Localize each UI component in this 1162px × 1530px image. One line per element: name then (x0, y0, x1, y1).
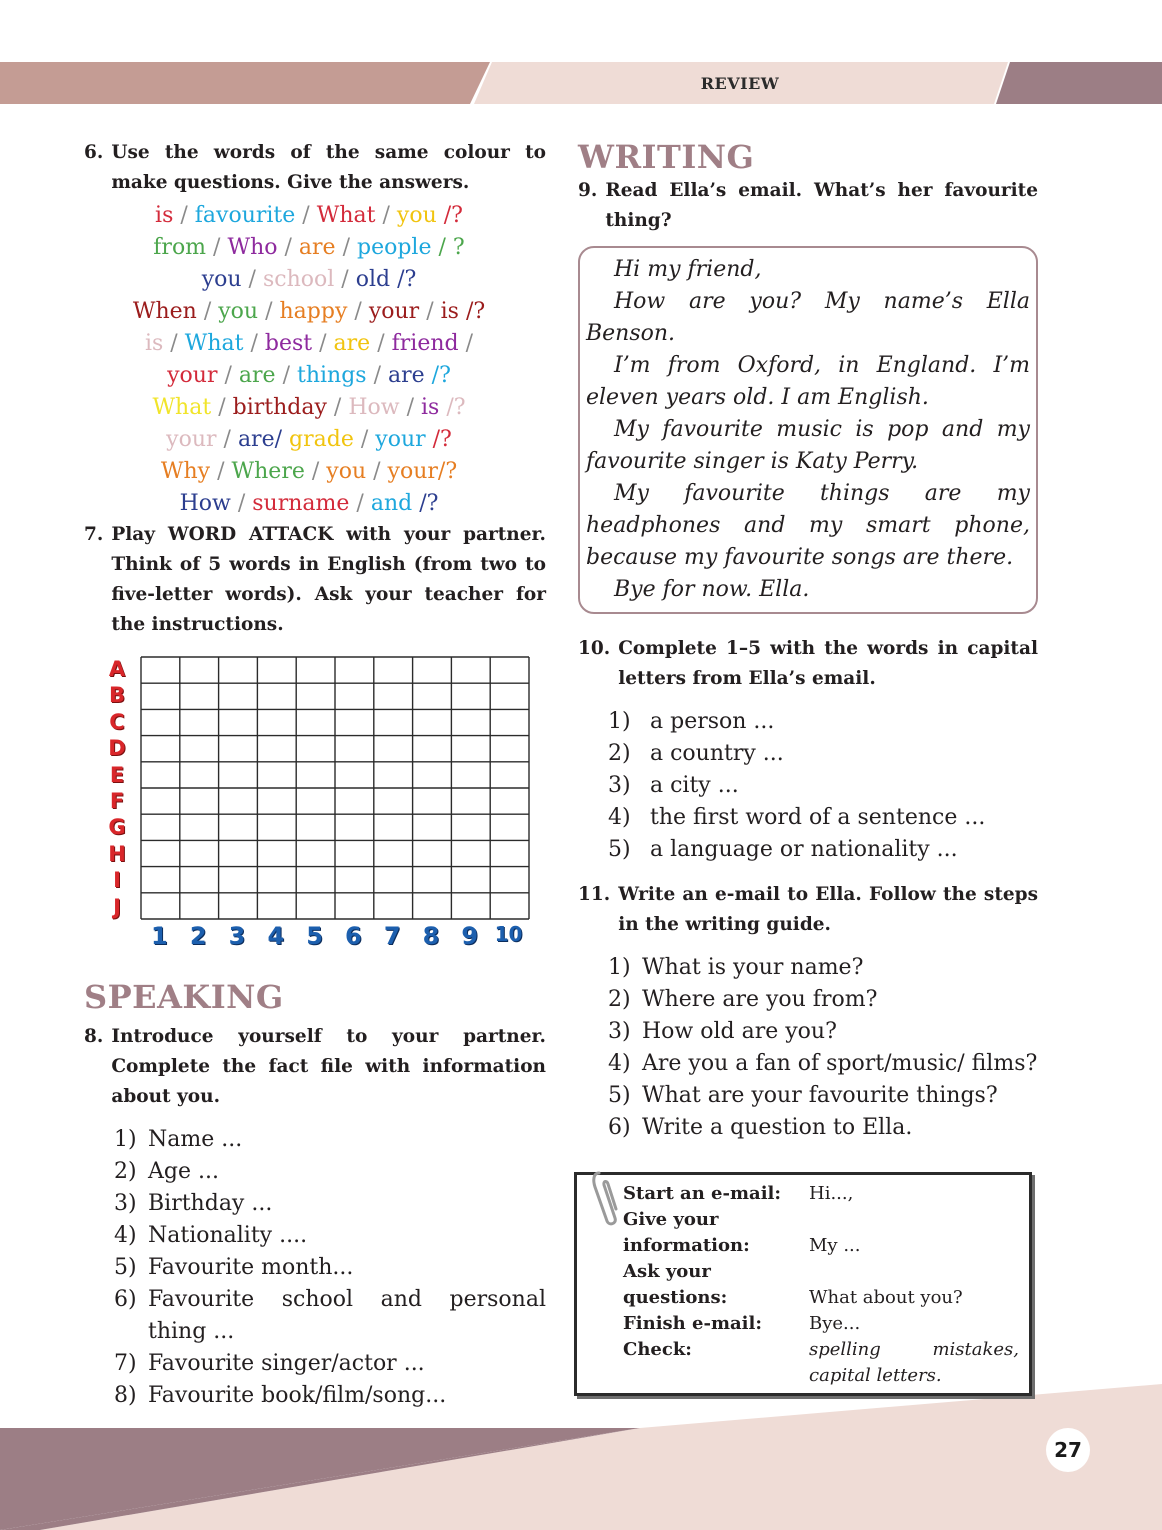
separator: / (465, 331, 474, 356)
word: is (440, 299, 459, 324)
list-item-text: Favourite singer/actor ... (148, 1351, 425, 1376)
header-title: REVIEW (700, 74, 780, 93)
task-text: Complete 1–5 with the words in capital letters from Ella’s email. (618, 638, 1038, 689)
word: things (296, 363, 367, 388)
list-item-text: Are you a fan of sport/music/ films? (642, 1051, 1038, 1076)
word: are (238, 363, 276, 388)
task-8-instruction (84, 1022, 546, 1112)
word: you (218, 299, 259, 324)
list-item (608, 802, 1038, 834)
word: your (375, 427, 426, 452)
word: happy (279, 299, 348, 324)
email-paragraph: My favourite things are my headphones and my smart phone, because my favourite songs are there. (586, 481, 1030, 570)
word: How (348, 395, 400, 420)
separator: / (284, 235, 292, 260)
word: /? (443, 203, 463, 228)
list-item-text: Age ... (148, 1159, 219, 1184)
task-text: Introduce yourself to your partner. Complete the fact file with information about you. (111, 1026, 546, 1107)
guide-row (623, 1181, 1019, 1207)
word: Who (227, 235, 278, 260)
list-item-text: a city ... (650, 773, 739, 798)
grid-column-number: 2 (189, 922, 207, 950)
list-item-number: 3) (114, 1191, 137, 1216)
list-item-number: 5) (608, 1083, 631, 1108)
list-item (608, 834, 1038, 866)
list-item-text: What are your favourite things? (642, 1083, 998, 1108)
word-line (72, 456, 546, 488)
word: your/? (387, 459, 458, 484)
grid-row-letter: E (109, 762, 125, 787)
separator: / (373, 459, 381, 484)
right-column (578, 138, 1038, 1144)
word: /? (397, 267, 417, 292)
email-paragraph: My favourite music is pop and my favourite singer is Katy Perry. (586, 417, 1030, 474)
list-item-text: the first word of a sentence ... (650, 805, 986, 830)
list-item-text: a language or nationality ... (650, 837, 958, 862)
guide-key: Ask your (623, 1261, 711, 1282)
grid-row-letter: J (113, 894, 121, 919)
word: When (132, 299, 197, 324)
list-item-number: 4) (608, 805, 631, 830)
guide-row (623, 1233, 1019, 1259)
separator: / (170, 331, 178, 356)
word: grade (289, 427, 354, 452)
email-paragraph: How are you? My name’s Ella Benson. (586, 289, 1030, 346)
separator: / (180, 203, 188, 228)
list-item (114, 1284, 546, 1348)
grid-cells (140, 656, 530, 920)
list-item (114, 1380, 546, 1412)
separator: / (302, 203, 310, 228)
list-item-text: Favourite month... (148, 1255, 354, 1280)
writing-guide-rows (623, 1181, 1019, 1389)
list-item-text: Favourite school and personal thing ... (148, 1287, 546, 1344)
word: your (166, 427, 217, 452)
grid-column-number: 4 (267, 922, 285, 950)
word: and (370, 491, 413, 516)
guide-value: Hi..., (809, 1183, 854, 1204)
word: /? (431, 363, 451, 388)
word-attack-grid (100, 656, 550, 956)
list-item-number: 4) (114, 1223, 137, 1248)
grid-column-number: 3 (228, 922, 246, 950)
grid-row-letter: F (109, 788, 125, 813)
list-item-number: 4) (608, 1051, 631, 1076)
list-item (608, 738, 1038, 770)
task-text: Play WORD ATTACK with your partner. Think of 5 words in English (from two to five-letter words). Ask your teacher for the instructions. (111, 524, 546, 635)
word: friend (391, 331, 459, 356)
guide-value (809, 1207, 1019, 1233)
word: What (152, 395, 212, 420)
word: /? (432, 427, 452, 452)
separator: / (342, 235, 350, 260)
writing-guide-box (574, 1172, 1032, 1396)
speaking-section-title: SPEAKING (84, 978, 284, 1016)
word-line (72, 232, 546, 264)
guide-key (623, 1363, 809, 1389)
word-line (72, 296, 546, 328)
word: you (396, 203, 437, 228)
separator: / (237, 491, 246, 516)
grid-column-number: 5 (306, 922, 323, 950)
guide-value: My ... (809, 1235, 861, 1256)
paperclip-icon (591, 1169, 619, 1227)
email-paragraph: Bye for now. Ella. (614, 577, 810, 602)
word: old (355, 267, 391, 292)
list-item (608, 706, 1038, 738)
list-item-number: 6) (114, 1287, 137, 1312)
word: surname (252, 491, 350, 516)
separator: / (248, 267, 256, 292)
separator: / (203, 299, 212, 324)
word: school (262, 267, 335, 292)
word: your (368, 299, 420, 324)
word: are (298, 235, 336, 260)
separator: / (377, 331, 385, 356)
fact-file-list (114, 1124, 546, 1412)
list-item (608, 1016, 1038, 1048)
list-item-number: 1) (608, 955, 631, 980)
word: people (357, 235, 432, 260)
word: Where (231, 459, 305, 484)
grid-row-letter: H (108, 841, 126, 866)
separator: / (382, 203, 390, 228)
task-number: 10. (578, 638, 611, 659)
word: / ? (438, 235, 465, 260)
grid-column-number: 8 (422, 922, 440, 950)
list-item-number: 7) (114, 1351, 137, 1376)
list-item (608, 1112, 1038, 1144)
complete-list (608, 706, 1038, 866)
separator: / (356, 491, 364, 516)
separator: / (319, 331, 327, 356)
email-paragraph: Hi my friend, (614, 257, 762, 282)
word: How (179, 491, 231, 516)
word-line (72, 328, 546, 360)
list-item-number: 3) (608, 1019, 631, 1044)
word: are/ (237, 427, 283, 452)
list-item (608, 952, 1038, 984)
separator: / (224, 363, 232, 388)
header-band (0, 0, 1162, 110)
list-item (114, 1156, 546, 1188)
list-item-number: 2) (608, 741, 631, 766)
grid-row-letter: A (108, 657, 126, 681)
task-6-instruction (84, 138, 546, 198)
list-item-number: 3) (608, 773, 631, 798)
grid-row-letters (100, 656, 134, 920)
word-line (72, 424, 546, 456)
task-number: 6. (84, 142, 104, 163)
grid-row-letter: I (113, 868, 121, 893)
guide-value: capital letters. (809, 1365, 942, 1386)
list-item-text: Write a question to Ella. (642, 1115, 913, 1140)
list-item-number: 8) (114, 1383, 137, 1408)
word-line (72, 488, 546, 520)
word: is (144, 331, 164, 356)
word: you (326, 459, 367, 484)
task-text: Read Ella’s email. What’s her favourite thing? (605, 180, 1038, 231)
word: favourite (194, 203, 296, 228)
task-text: Write an e-mail to Ella. Follow the steps in the writing guide. (618, 884, 1038, 935)
separator: / (213, 235, 221, 260)
list-item-number: 5) (114, 1255, 137, 1280)
grid-row-letter: D (108, 736, 126, 761)
list-item (608, 984, 1038, 1016)
separator: / (265, 299, 273, 324)
word: What (316, 203, 376, 228)
guide-value: Bye... (809, 1313, 861, 1334)
word: /? (446, 395, 466, 420)
colored-word-lines (72, 200, 546, 520)
guide-key: information: (623, 1235, 750, 1256)
task-number: 7. (84, 524, 104, 545)
list-item (608, 1048, 1038, 1080)
list-item-number: 5) (608, 837, 631, 862)
word-line (72, 360, 546, 392)
writing-section-title: WRITING (578, 138, 755, 176)
list-item (114, 1348, 546, 1380)
grid-column-number: 6 (345, 922, 362, 950)
separator: / (250, 331, 258, 356)
word: from (153, 235, 207, 260)
task-11-instruction (578, 880, 1038, 940)
guide-row (623, 1259, 1019, 1285)
word-line (72, 200, 546, 232)
grid-column-number: 10 (494, 922, 523, 946)
list-item-number: 2) (608, 987, 631, 1012)
ella-email-box (578, 246, 1038, 614)
guide-key: questions: (623, 1287, 728, 1308)
list-item-number: 1) (608, 709, 631, 734)
separator: / (333, 395, 342, 420)
list-item-text: How old are you? (642, 1019, 837, 1044)
separator: / (354, 299, 362, 324)
separator: / (373, 363, 381, 388)
word: /? (465, 299, 486, 324)
word: your (167, 363, 218, 388)
guide-row (623, 1207, 1019, 1233)
guide-key: Give your (623, 1209, 719, 1230)
task-7-instruction (84, 520, 546, 640)
list-item-text: Name ... (148, 1127, 243, 1152)
guide-value (809, 1259, 1019, 1285)
task-text: Use the words of the same colour to make questions. Give the answers. (111, 142, 546, 193)
separator: / (426, 299, 434, 324)
word: What (184, 331, 244, 356)
guide-key: Start an e-mail: (623, 1183, 782, 1204)
guide-value: spelling mistakes, (809, 1339, 1019, 1360)
word: you (201, 267, 242, 292)
list-item-text: a person ... (650, 709, 775, 734)
list-item-text: a country ... (650, 741, 784, 766)
list-item-text: Nationality .... (148, 1223, 308, 1248)
guide-value: What about you? (809, 1287, 963, 1308)
separator: / (406, 395, 414, 420)
list-item-text: What is your name? (642, 955, 864, 980)
separator: / (282, 363, 290, 388)
list-item-text: Where are you from? (642, 987, 878, 1012)
task-number: 9. (578, 180, 598, 201)
left-column (84, 138, 546, 1412)
grid-column-number: 9 (461, 922, 479, 950)
guide-row (623, 1337, 1019, 1363)
list-item (114, 1124, 546, 1156)
word: birthday (232, 395, 327, 420)
grid-column-number: 1 (151, 922, 168, 950)
task-10-instruction (578, 634, 1038, 694)
separator: / (341, 267, 349, 292)
task-9-instruction (578, 176, 1038, 236)
list-item (114, 1252, 546, 1284)
grid-column-number: 7 (383, 922, 401, 950)
list-item-number: 1) (114, 1127, 137, 1152)
word: is (155, 203, 174, 228)
list-item-text: Favourite book/film/song... (148, 1383, 447, 1408)
word: /? (419, 491, 439, 516)
email-paragraph: I’m from Oxford, in England. I’m eleven years old. I am English. (586, 353, 1030, 410)
grid-row-letter: C (109, 709, 125, 734)
list-item-number: 2) (114, 1159, 137, 1184)
list-item (608, 1080, 1038, 1112)
separator: / (218, 395, 226, 420)
list-item (114, 1220, 546, 1252)
word: is (421, 395, 440, 420)
list-item-text: Birthday ... (148, 1191, 273, 1216)
list-item-number: 6) (608, 1115, 631, 1140)
page-number: 27 (1046, 1428, 1090, 1472)
grid-row-letter: B (108, 683, 125, 708)
separator: / (217, 459, 225, 484)
separator: / (360, 427, 369, 452)
word-line (72, 264, 546, 296)
task-number: 8. (84, 1026, 104, 1047)
guide-row (623, 1285, 1019, 1311)
separator: / (223, 427, 231, 452)
guide-row (623, 1311, 1019, 1337)
word: best (264, 331, 313, 356)
word: are (388, 363, 425, 388)
list-item (114, 1188, 546, 1220)
separator: / (311, 459, 320, 484)
guide-row (623, 1363, 1019, 1389)
grid-column-numbers (140, 922, 528, 950)
grid-row-letter: G (108, 815, 126, 840)
word: are (333, 331, 371, 356)
guide-key: Check: (623, 1339, 692, 1360)
word-line (72, 392, 546, 424)
word: Why (160, 459, 211, 484)
list-item (608, 770, 1038, 802)
task-number: 11. (578, 884, 611, 905)
guide-key: Finish e-mail: (623, 1313, 762, 1334)
email-steps-list (608, 952, 1038, 1144)
